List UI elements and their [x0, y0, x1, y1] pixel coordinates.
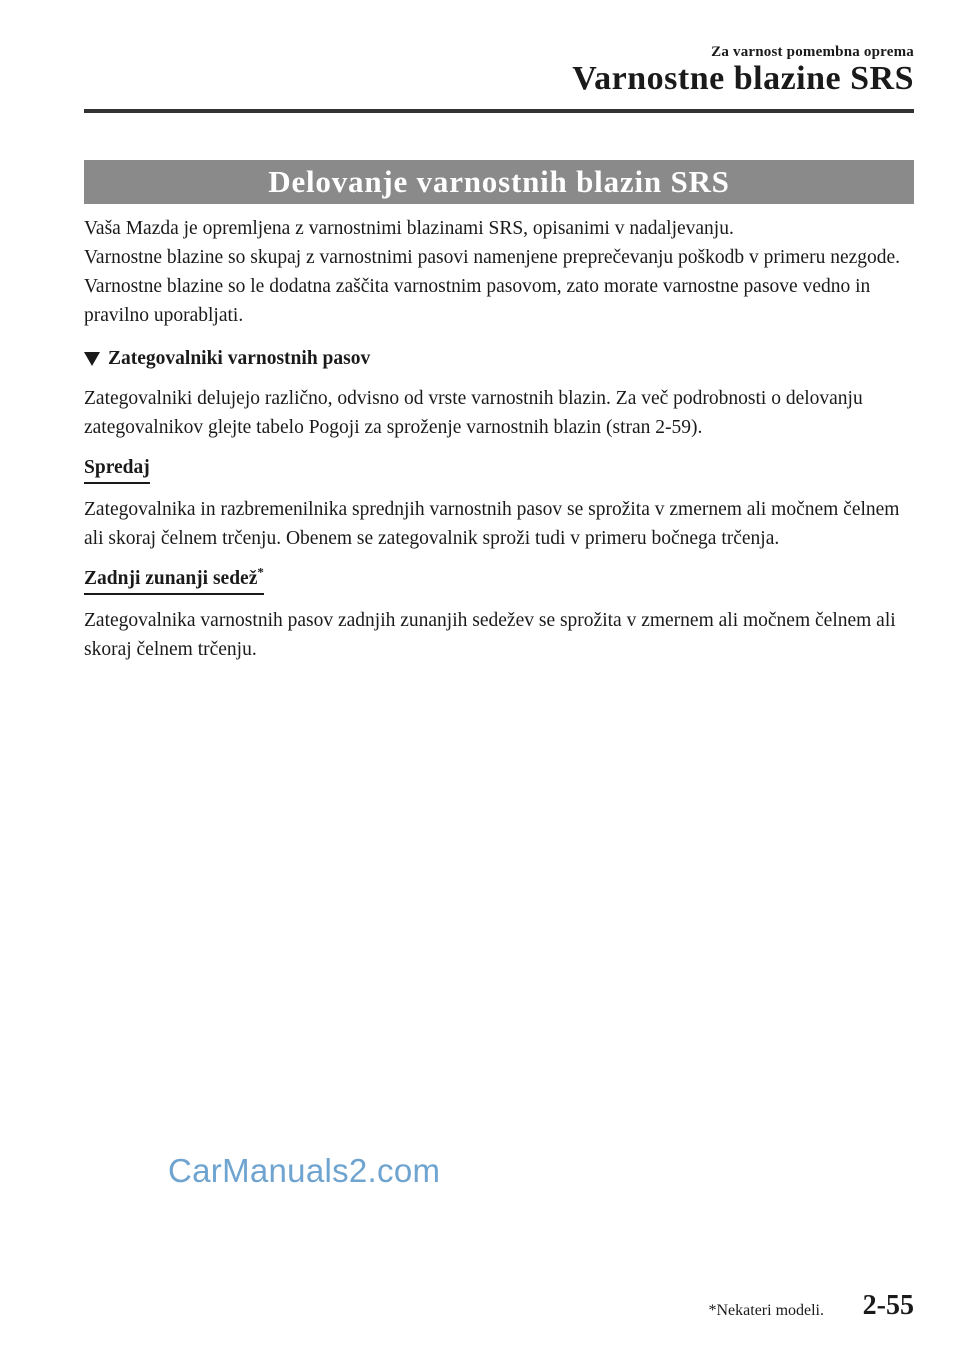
usage-paragraph: Varnostne blazine so le dodatna zaščita varnostnim pasovom, zato morate varnostne pasove vedno in pravilno uporabljati.: [84, 276, 871, 326]
intro-paragraph: Vaša Mazda je opremljena z varnostnimi blazinami SRS, opisanimi v nadaljevanju.: [84, 218, 734, 239]
section-banner: Delovanje varnostnih blazin SRS: [84, 160, 914, 204]
front-paragraph: Zategovalnika in razbremenilnika sprednjih varnostnih pasov se sprožita v zmernem ali močnem čelnem ali skoraj čelnem trčenju. Obenem se zategovalnik sproži tudi v primeru bočnega trčenja.: [84, 499, 900, 549]
triangle-down-icon: [84, 352, 100, 366]
page-number: 2-55: [862, 1290, 914, 1321]
chapter-title: Za varnost pomembna oprema: [711, 44, 914, 60]
pretensioner-paragraph: Zategovalniki delujejo različno, odvisno od vrste varnostnih blazin. Za več podrobnosti o delovanju zategovalnikov glejte tabelo Pogoji za sproženje varnostnih blazin (stran 2-59).: [84, 388, 863, 438]
rear-heading-text: Zadnji zunanji sedež: [84, 568, 258, 589]
content-area: [84, 214, 914, 664]
front-heading: Spredaj: [84, 456, 150, 484]
purpose-paragraph: Varnostne blazine so skupaj z varnostnimi pasovi namenjene preprečevanju poškodb v primeru nezgode.: [84, 247, 901, 268]
subheading: [84, 344, 914, 373]
header-divider: [84, 109, 914, 113]
rear-paragraph: Zategovalnika varnostnih pasov zadnjih zunanjih sedežev se sprožita v zmernem ali močnem čelnem ali skoraj čelnem trčenju.: [84, 610, 896, 660]
subheading-text: Zategovalniki varnostnih pasov: [108, 348, 371, 369]
section-title: Varnostne blazine SRS: [572, 60, 914, 97]
footnote: *Nekateri modeli.: [708, 1302, 824, 1319]
watermark: CarManuals2.com: [168, 1152, 441, 1189]
rear-heading: [84, 564, 264, 595]
rear-heading-asterisk: *: [257, 564, 264, 580]
